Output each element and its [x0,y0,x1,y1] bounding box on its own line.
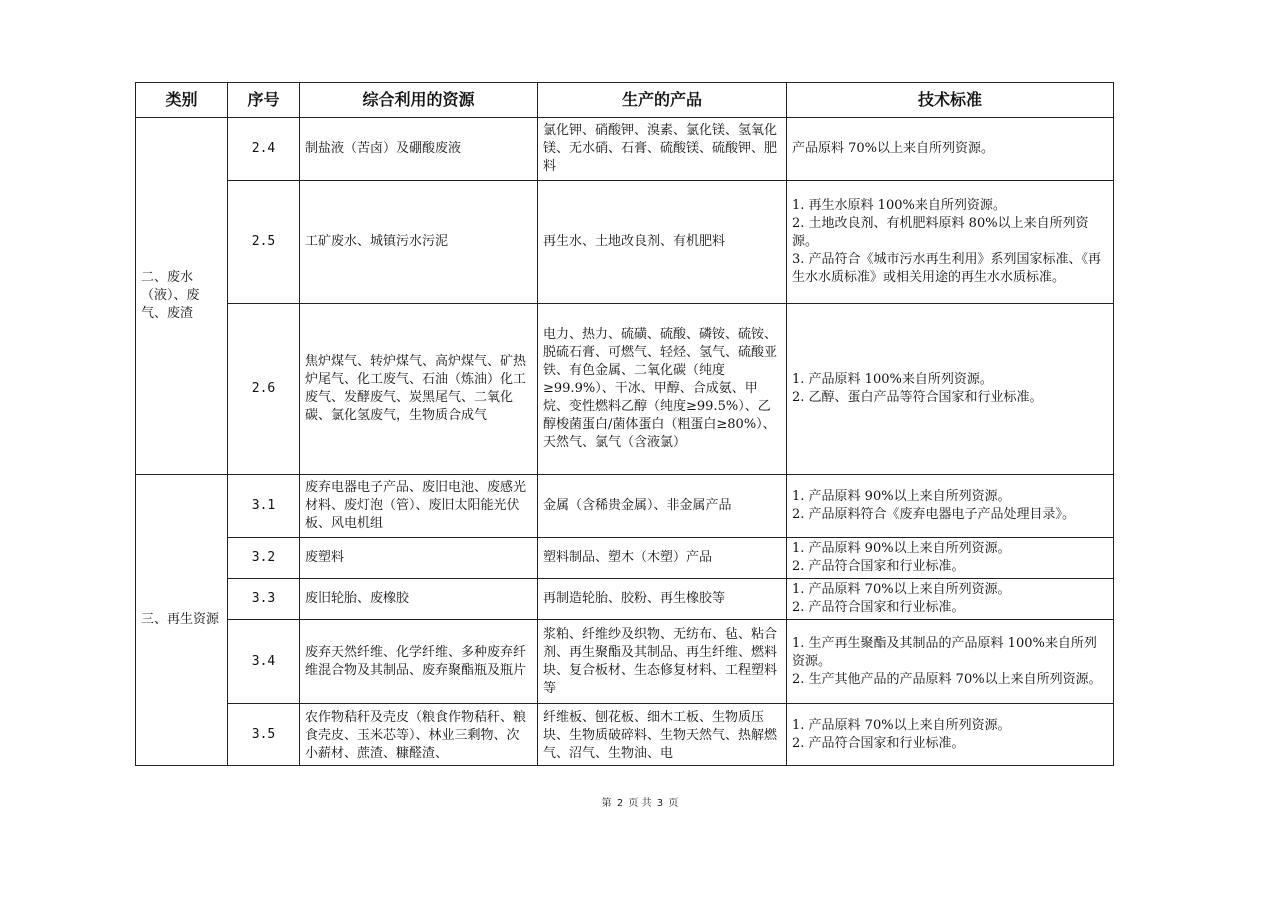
standard-line: 2. 乙醇、蛋白产品等符合国家和行业标准。 [792,390,1043,405]
footer-total-pages: 3 [656,798,664,809]
standard-cell [787,704,1114,766]
category-cell: 三、再生资源 [136,475,228,766]
standards-table [135,82,1114,766]
resource-cell: 焦炉煤气、转炉煤气、高炉煤气、矿热炉尾气、化工废气、石油（炼油）化工废气、发酵废气、炭黑尾气、二氧化碳、氯化氢废气，生物质合成气 [300,304,538,475]
page-footer [0,794,1280,809]
header-resource: 综合利用的资源 [300,83,538,118]
standard-line: 1. 产品原料 100%来自所列资源。 [792,372,993,387]
seq-cell: 2.4 [228,118,300,181]
resource-cell: 制盐液（苦卤）及硼酸废液 [300,118,538,181]
standard-line: 1. 生产再生聚酯及其制品的产品原料 100%来自所列资源。 [792,635,1097,669]
seq-cell: 3.1 [228,475,300,538]
standard-cell [787,538,1114,579]
product-cell: 金属（含稀贵金属）、非金属产品 [538,475,787,538]
resource-cell: 农作物秸秆及壳皮（粮食作物秸秆、粮食壳皮、玉米芯等）、林业三剩物、次小薪材、蔗渣、糠醛渣、 [300,704,538,766]
standard-line: 1. 产品原料 90%以上来自所列资源。 [792,489,1011,504]
footer-middle: 页 共 [628,798,652,809]
table-header-row [136,83,1114,118]
table-row [136,181,1114,304]
table-row [136,704,1114,766]
seq-cell: 3.5 [228,704,300,766]
product-cell: 氯化钾、硝酸钾、溴素、氯化镁、氢氧化镁、无水硝、石膏、硫酸镁、硫酸钾、肥料 [538,118,787,181]
resource-cell: 工矿废水、城镇污水污泥 [300,181,538,304]
table-row [136,538,1114,579]
standard-cell [787,579,1114,620]
standard-line: 1. 产品原料 70%以上来自所列资源。 [792,717,1011,733]
header-standard: 技术标准 [787,83,1114,118]
product-cell: 浆粕、纤维纱及织物、无纺布、毡、粘合剂、再生聚酯及其制品、再生纤维、燃料块、复合板材、生态修复材料、工程塑料等 [538,620,787,704]
standard-line: 2. 产品符合国家和行业标准。 [792,559,965,574]
header-product: 生产的产品 [538,83,787,118]
product-cell: 纤维板、刨花板、细木工板、生物质压块、生物质破碎料、生物天然气、热解燃气、沼气、生物油、电 [538,704,787,766]
seq-cell: 2.6 [228,304,300,475]
seq-cell: 3.4 [228,620,300,704]
table-row [136,579,1114,620]
footer-prefix: 第 [601,798,612,809]
standard-line: 2. 产品符合国家和行业标准。 [792,735,965,751]
seq-cell: 2.5 [228,181,300,304]
table-row [136,620,1114,704]
standard-cell [787,620,1114,704]
product-cell: 塑料制品、塑木（木塑）产品 [538,538,787,579]
header-seq: 序号 [228,83,300,118]
seq-cell: 3.2 [228,538,300,579]
table-row [136,304,1114,475]
standard-line: 产品原料 70%以上来自所列资源。 [792,141,995,156]
standard-line: 2. 土地改良剂、有机肥料原料 80%以上来自所列资源。 [792,216,1089,249]
standard-cell [787,304,1114,475]
footer-suffix: 页 [668,798,679,809]
category-cell: 二、废水（液）、废气、废渣 [136,118,228,475]
product-cell: 再生水、土地改良剂、有机肥料 [538,181,787,304]
product-cell: 电力、热力、硫磺、硫酸、磷铵、硫铵、脱硫石膏、可燃气、轻烃、氢气、硫酸亚铁、有色金属、二氧化碳（纯度≥99.9%）、干冰、甲醇、合成氨、甲烷、变性燃料乙醇（纯度≥99.5%）、乙醇梭菌蛋白/菌体蛋白（粗蛋白≥80%）、天然气、氯气（含液氯） [538,304,787,475]
product-cell: 再制造轮胎、胶粉、再生橡胶等 [538,579,787,620]
standard-line: 3. 产品符合《城市污水再生利用》系列国家标准、《再生水水质标准》或相关用途的再生水水质标准。 [792,252,1102,285]
standard-cell [787,181,1114,304]
footer-page-number: 2 [616,798,624,809]
resource-cell: 废弃电器电子产品、废旧电池、废感光材料、废灯泡（管）、废旧太阳能光伏板、风电机组 [300,475,538,538]
seq-cell: 3.3 [228,579,300,620]
table-row [136,475,1114,538]
standard-line: 1. 产品原料 90%以上来自所列资源。 [792,541,1011,556]
standard-line: 1. 产品原料 70%以上来自所列资源。 [792,582,1011,597]
standard-line: 2. 产品原料符合《废弃电器电子产品处理目录》。 [792,507,1076,522]
standard-cell [787,118,1114,181]
header-category: 类别 [136,83,228,118]
standard-line: 1. 再生水原料 100%来自所列资源。 [792,198,1006,213]
table-row [136,118,1114,181]
standard-line: 2. 生产其他产品的产品原料 70%以上来自所列资源。 [792,671,1102,687]
resource-cell: 废塑料 [300,538,538,579]
standard-line: 2. 产品符合国家和行业标准。 [792,600,965,615]
resource-cell: 废旧轮胎、废橡胶 [300,579,538,620]
standard-cell [787,475,1114,538]
resource-cell: 废弃天然纤维、化学纤维、多种废弃纤维混合物及其制品、废弃聚酯瓶及瓶片 [300,620,538,704]
